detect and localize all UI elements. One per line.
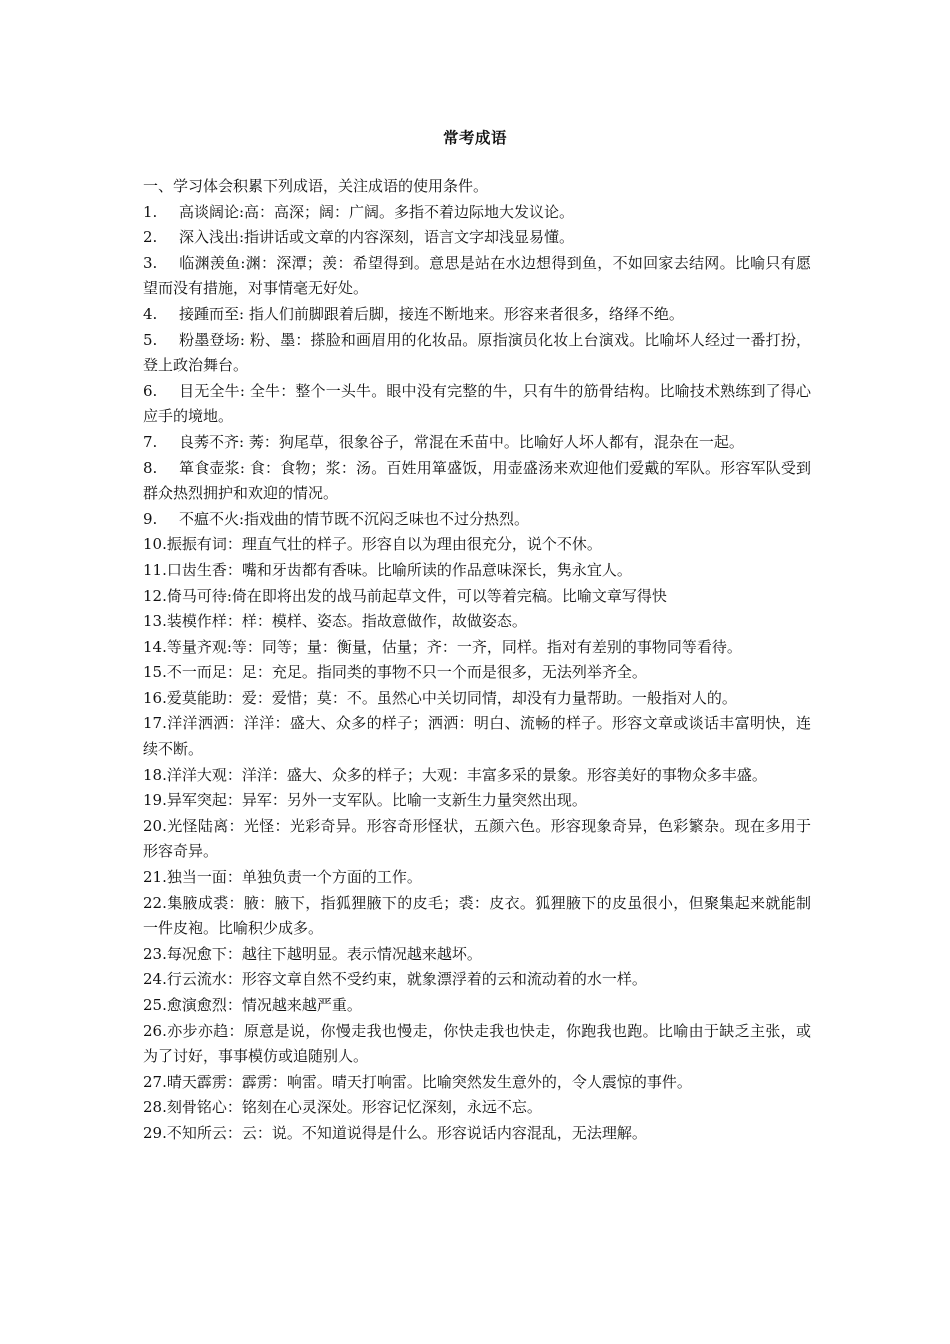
idiom-number: 24.: [143, 970, 167, 989]
idiom-entry: [143, 1095, 811, 1121]
idiom-number: 1.: [143, 202, 158, 221]
idiom-number: 3.: [143, 253, 158, 272]
idiom-text: 倚马可待:倚在即将出发的战马前起草文件，可以等着完稿。比喻文章写得快: [166, 586, 667, 605]
idiom-number: 19.: [143, 791, 167, 810]
idiom-text: 深入浅出:指讲话或文章的内容深刻，语言文字却浅显易懂。: [179, 228, 575, 247]
idiom-entry: [143, 993, 811, 1019]
idiom-number: 21.: [143, 868, 167, 887]
idiom-number: 15.: [143, 663, 167, 682]
idiom-text: 每况愈下：越往下越明显。表示情况越来越坏。: [166, 944, 482, 963]
section-heading: 一、学习体会积累下列成语，关注成语的使用条件。: [143, 177, 489, 195]
idiom-text: 独当一面：单独负责一个方面的工作。: [166, 868, 422, 887]
idiom-number: 26.: [143, 1021, 167, 1040]
idiom-number: 22.: [143, 893, 167, 912]
idiom-number: 10.: [143, 535, 167, 554]
idiom-number: 28.: [143, 1098, 167, 1117]
idiom-entry: [143, 942, 811, 968]
idiom-entry: [143, 686, 811, 712]
idiom-text: 振振有词：理直气壮的样子。形容自以为理由很充分，说个不休。: [166, 535, 602, 554]
idiom-entry: [143, 507, 811, 533]
idiom-number: 14.: [143, 637, 167, 656]
idiom-list: [143, 200, 811, 1147]
idiom-text: 行云流水：形容文章自然不受约束，就象漂浮着的云和流动着的水一样。: [166, 970, 647, 989]
idiom-number: 9.: [143, 509, 158, 528]
idiom-entry: [143, 379, 811, 430]
idiom-number: 16.: [143, 688, 167, 707]
idiom-text: 洋洋大观：洋洋：盛大、众多的样子；大观：丰富多采的景象。形容美好的事物众多丰盛。: [166, 765, 767, 784]
idiom-number: 23.: [143, 944, 167, 963]
idiom-text: 亦步亦趋：原意是说，你慢走我也慢走，你快走我也快走，你跑我也跑。比喻由于缺乏主张，或为了讨好，事事模仿或追随别人。: [143, 1021, 811, 1066]
idiom-text: 不知所云：云：说。不知道说得是什么。形容说话内容混乱，无法理解。: [166, 1123, 647, 1142]
idiom-number: 13.: [143, 612, 167, 631]
idiom-entry: [143, 711, 811, 762]
idiom-entry: [143, 865, 811, 891]
idiom-entry: [143, 200, 811, 226]
idiom-entry: [143, 1019, 811, 1070]
idiom-entry: [143, 430, 811, 456]
idiom-number: 8.: [143, 458, 158, 477]
idiom-text: 接踵而至: 指人们前脚跟着后脚，接连不断地来。形容来者很多，络绎不绝。: [179, 304, 684, 323]
idiom-number: 4.: [143, 304, 158, 323]
idiom-entry: [143, 967, 811, 993]
idiom-text: 良莠不齐: 莠：狗尾草，很象谷子，常混在禾苗中。比喻好人坏人都有，混杂在一起。: [179, 432, 744, 451]
idiom-number: 2.: [143, 228, 158, 247]
idiom-entry: [143, 532, 811, 558]
idiom-number: 29.: [143, 1123, 167, 1142]
idiom-entry: [143, 558, 811, 584]
idiom-text: 异军突起：异军：另外一支军队。比喻一支新生力量突然出现。: [166, 791, 587, 810]
idiom-number: 17.: [143, 714, 167, 733]
idiom-entry: [143, 302, 811, 328]
idiom-text: 箪食壶浆: 食：食物；浆：汤。百姓用箪盛饭，用壶盛汤来欢迎他们爱戴的军队。形容军队受到群众热烈拥护和欢迎的情况。: [143, 458, 811, 503]
idiom-text: 爱莫能助：爱：爱惜；莫：不。虽然心中关切同情，却没有力量帮助。一般指对人的。: [166, 688, 737, 707]
idiom-number: 27.: [143, 1072, 167, 1091]
idiom-number: 7.: [143, 432, 158, 451]
document-body: [143, 174, 811, 1147]
idiom-text: 不瘟不火:指戏曲的情节既不沉闷乏味也不过分热烈。: [179, 509, 530, 528]
idiom-entry: [143, 814, 811, 865]
idiom-text: 集腋成裘：腋：腋下，指狐狸腋下的皮毛；裘：皮衣。狐狸腋下的皮虽很小，但聚集起来就能制一件皮袍。比喻积少成多。: [143, 893, 811, 938]
idiom-entry: [143, 584, 811, 610]
idiom-text: 晴天霹雳：霹雳：响雷。晴天打响雷。比喻突然发生意外的，令人震惊的事件。: [166, 1072, 692, 1091]
idiom-entry: [143, 328, 811, 379]
idiom-text: 光怪陆离：光怪：光彩奇异。形容奇形怪状，五颜六色。形容现象奇异，色彩繁杂。现在多用于形容奇异。: [143, 816, 811, 861]
idiom-text: 不一而足：足：充足。指同类的事物不只一个而是很多，无法列举齐全。: [166, 663, 647, 682]
idiom-entry: [143, 456, 811, 507]
idiom-entry: [143, 635, 811, 661]
document-title: 常考成语: [442, 129, 507, 147]
idiom-number: 18.: [143, 765, 167, 784]
idiom-number: 6.: [143, 381, 158, 400]
idiom-number: 5.: [143, 330, 158, 349]
idiom-number: 11.: [143, 560, 167, 579]
idiom-text: 洋洋洒洒：洋洋：盛大、众多的样子；洒洒：明白、流畅的样子。形容文章或谈话丰富明快，连续不断。: [143, 714, 811, 759]
idiom-text: 临渊羡鱼:渊：深潭；羡：希望得到。意思是站在水边想得到鱼，不如回家去结网。比喻只有愿望而没有措施，对事情毫无好处。: [143, 253, 811, 298]
idiom-entry: [143, 251, 811, 302]
idiom-text: 口齿生香：嘴和牙齿都有香味。比喻所读的作品意味深长，隽永宜人。: [166, 560, 632, 579]
idiom-text: 等量齐观:等：同等；量：衡量，估量；齐：一齐，同样。指对有差别的事物同等看待。: [166, 637, 742, 656]
idiom-text: 愈演愈烈：情况越来越严重。: [166, 996, 362, 1014]
idiom-text: 目无全牛: 全牛：整个一头牛。眼中没有完整的牛，只有牛的筋骨结构。比喻技术熟练到了得心应手的境地。: [143, 381, 811, 426]
idiom-number: 20.: [143, 816, 167, 835]
idiom-entry: [143, 225, 811, 251]
idiom-number: 25.: [143, 996, 167, 1014]
idiom-entry: [143, 891, 811, 942]
idiom-text: 粉墨登场: 粉、墨：搽脸和画眉用的化妆品。原指演员化妆上台演戏。比喻坏人经过一番打扮，登上政治舞台。: [143, 330, 811, 375]
idiom-entry: [143, 763, 811, 789]
idiom-entry: [143, 1121, 811, 1147]
idiom-entry: [143, 609, 811, 635]
idiom-entry: [143, 660, 811, 686]
idiom-text: 高谈阔论:高：高深；阔：广阔。多指不着边际地大发议论。: [179, 202, 575, 221]
idiom-text: 刻骨铭心：铭刻在心灵深处。形容记忆深刻，永远不忘。: [166, 1098, 542, 1117]
idiom-text: 装模作样：样：模样、姿态。指故意做作，故做姿态。: [166, 612, 527, 631]
idiom-entry: [143, 788, 811, 814]
idiom-number: 12.: [143, 586, 167, 605]
idiom-entry: [143, 1070, 811, 1096]
